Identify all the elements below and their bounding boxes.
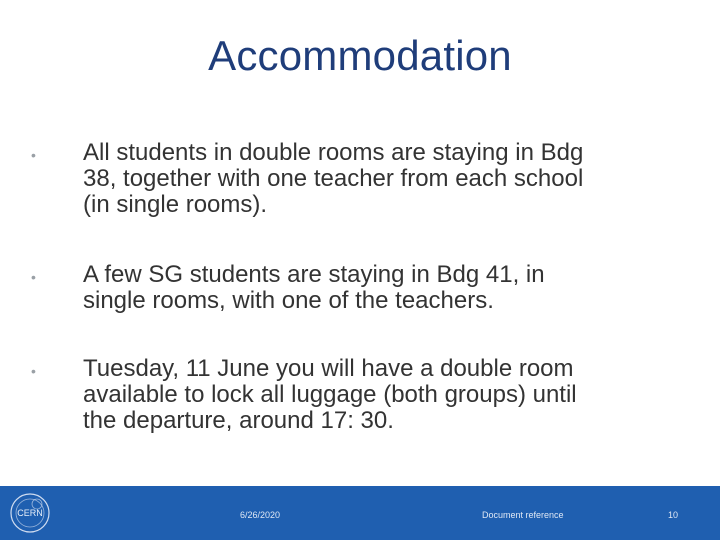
bullet-line: A few SG students are staying in Bdg 41, in	[83, 261, 545, 288]
slide-title: Accommodation	[208, 32, 512, 79]
bullet-line: single rooms, with one of the teachers.	[83, 287, 494, 314]
bullet-line: Tuesday, 11 June you will have a double room	[83, 355, 574, 382]
footer-date: 6/26/2020	[240, 510, 281, 520]
footer-reference: Document reference	[482, 510, 564, 520]
bullet-text	[83, 356, 683, 434]
bullet-text	[83, 262, 683, 314]
cern-logo-icon	[6, 490, 54, 536]
bullet-line: the departure, around 17: 30.	[83, 407, 394, 434]
logo-text: CERN	[17, 508, 43, 518]
bullet-line: (in single rooms).	[83, 191, 268, 218]
page-number: 10	[668, 510, 679, 520]
bullet-line: available to lock all luggage (both groups) until	[83, 381, 577, 408]
footer-bar	[0, 486, 720, 540]
bullet-icon: •	[31, 363, 36, 379]
bullet-icon: •	[31, 147, 36, 163]
bullet-text	[83, 140, 683, 218]
bullet-icon: •	[31, 269, 36, 285]
bullet-line: All students in double rooms are staying in Bdg	[83, 139, 584, 166]
bullet-line: 38, together with one teacher from each school	[83, 165, 584, 192]
